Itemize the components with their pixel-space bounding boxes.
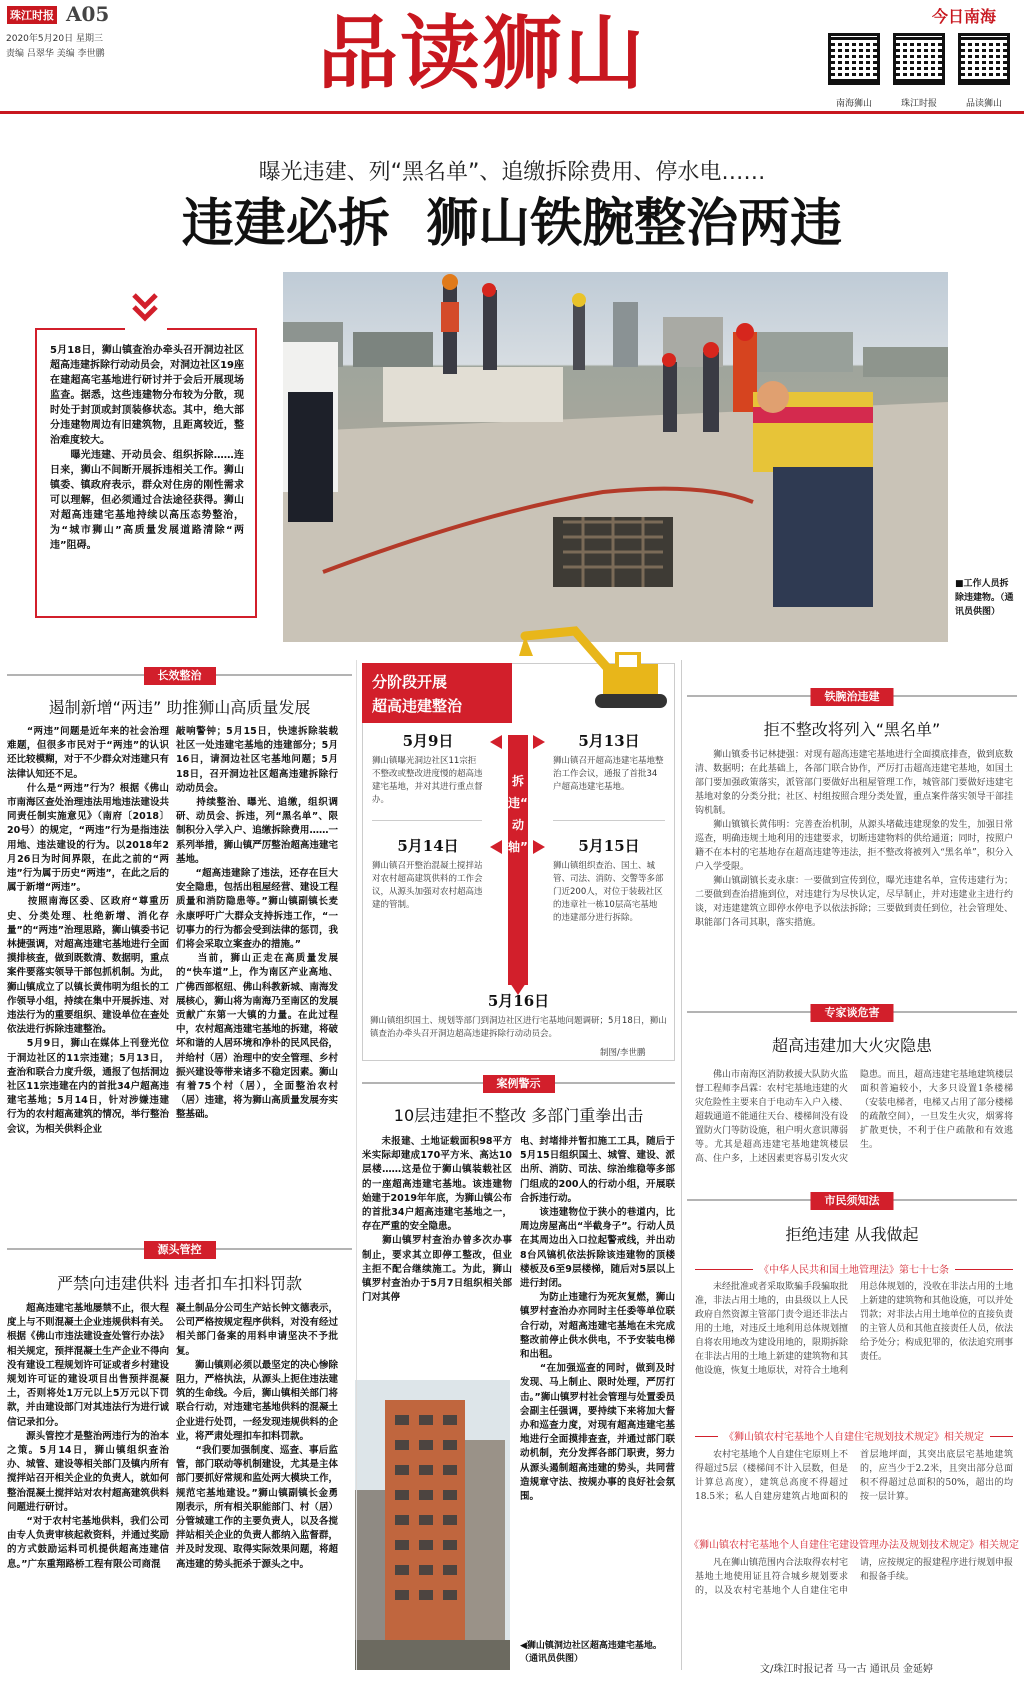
corner-label: 今日南海 (932, 7, 997, 26)
lead-headline: 违建必拆 狮山铁腕整治两违 (181, 193, 843, 254)
section-tag: 案例警示 (483, 1075, 555, 1093)
timeline-item (370, 990, 667, 1041)
timeline-date: 5月9日 (402, 732, 454, 750)
excavator-icon (515, 626, 675, 716)
qr-code-nanhai-shishan (828, 33, 880, 85)
lead-kicker: 曝光违建、列“黑名单”、追缴拆除费用、停水电…… (258, 160, 766, 185)
timeline-text: 狮山镇召开超高违建宅基地整治工作会议，通报了首批34户超高违建宅基地。 (553, 756, 664, 792)
arrow-right-icon (533, 840, 545, 854)
column-divider (681, 660, 682, 1670)
qr-code-pindu-shishan (958, 33, 1010, 85)
timeline-text: 狮山镇曝光洞边社区11宗拒不整改或整改进度慢的超高违建宅基地，并对其进行重点督办。 (372, 756, 483, 805)
law2-body: 农村宅基地个人自建住宅原则上不得超过5层（楼梯间不计入层数，但是计算总高度），建筑总高度不得超过18.5米；私人自建房建筑占地面积的首层地坪面，其突出底层宅基地建筑的，应当少于2.2米，且突出部分总面积不得超过总面积的50%，超出的均按一层计算。 (695, 1450, 1013, 1502)
qr-label: 珠江时报 (900, 99, 937, 109)
qr-code-zhujiang-times (893, 33, 945, 85)
section-tag: 专家谈危害 (811, 1004, 894, 1022)
section-bar-public-law (687, 1194, 1017, 1213)
col3a-title: 拒不整改将列入“黑名单” (763, 720, 941, 739)
section-bar-long-term (7, 669, 352, 688)
law2-title: 《狮山镇农村宅基地个人自建住宅规划技术规定》相关规定 (718, 1428, 990, 1443)
timeline-text: 狮山镇组织查治、国土、城管、司法、消防、交警等多部门近200人，对位于装载社区的违章社一栋10层高宅基地的违建部分进行拆除。 (553, 861, 664, 923)
timeline-date: 5月14日 (397, 837, 459, 855)
header-rule (0, 111, 1024, 114)
col3a-body: 狮山镇委书记林捷强：对现有超高违建宅基地进行全面摸底排查，做到底数清、数据明；在此基础上，各部门联合协作，严厉打击超高违建宅基地，如国土部门要加强政策落实，派管部门要做好出租屋管理工作，城管部门要做好违建宅基地对象的分类分批；社区、村组按照合理分类处置，重点案件落实领导干部挂钩机制。 狮山镇镇长黄伟明：完善查治机制，从源头堵截违建现象的发生，加强日常巡查，明确违规土地利用的违建要求，切断违建物料的供给通道；同时，按照户籍不在本村的宅基地存在超高违建等违法，拒不整改将被列入“黑名单”，积分入户入学受限。 狮山镇副镇长麦永康：一要做到宣传到位，曝光违建名单，宣传违建行为；二要做到查治措施到位，对违建行为尽快认定，尽早制止，并对违建业主进行约谈，对违建建筑立即停水停电予以依法拆除；三要做到责任到位，社会管理处、职能部门各司其职，落实措施。 (695, 750, 1013, 928)
timeline-axis-label: 拆违“行动轴” (508, 774, 540, 854)
col1-body-b: 敲响警钟；5月15日，快速拆除装载社区一处违建宅基地的违建部分；5月16日，请洞边社区宅基地问题；5月18日，召开洞边社区超高违建拆除行动动员会。 持续整治、曝光、追缴，组织调研、动员会、拆违，列“黑名单”、限制积分入学入户、追缴拆除费用……一系列举措，狮山镇严厉整治超高违建宅基地。 “超高违建除了违法，还存在巨大安全隐患，包括出租屋经营、建设工程质量和消防隐患等。”狮山镇副镇长麦永康呼吁广大群众支持拆违工作，“一切事力的行为都会受到法律的惩罚，我们将会采取立案查办的措施。” 当前，狮山正走在高质量发展的“快车道”上，作为南区产业高地、广佛西部枢纽、佛山科教新城、南海发展核心，狮山将为南海乃至南区的发展贡献广东第一大镇的力量。在此过程中，农村超高违建宅基地的拆建，将破坏和谐的人居环境和净朴的民风民俗，并给村（居）治理中的安全管理、乡村振兴建设等带来诸多不稳定因素。狮山有着75个村（居），全面整治农村（居）违建，将为狮山高质量发展夯实整基础。 (176, 726, 338, 1121)
law1-title: 《中华人民共和国土地管理法》第七十七条 (753, 1261, 955, 1276)
timeline-date: 5月16日 (487, 992, 550, 1010)
law3-body: 凡在狮山镇范围内合法取得农村宅基地土地使用证且符合城乡规划要求的，以及农村宅基地个人自建住宅申请，应按规定的报建程序进行规划申报和报备手续。 (695, 1558, 1013, 1596)
section-bar-case (362, 1077, 675, 1096)
section-tag: 源头管控 (144, 1241, 216, 1259)
column-divider (356, 660, 357, 1670)
case-body-a: 未报建、土地证载面积98平方米实际却建成170平方米、高达10层楼……这是位于狮山镇装载社区的一座超高违建宅基地。该违建物始建于2019年年底，为狮山镇公布的首批34户超高违建宅基地之一，存在严重的安全隐患。 狮山镇罗村查治办曾多次办事制止，要求其立即停工整改，但业主拒不配合继续施工。为此，狮山镇罗村查治办于5月7日组织相关部门对其停 (362, 1136, 512, 1304)
byline: 文/珠江时报记者 马一古 通讯员 金延婷 (760, 1664, 933, 1675)
timeline-item (372, 835, 484, 912)
col1-title: 遏制新增“两违” 助推狮山高质量发展 (48, 698, 311, 717)
timeline-hline (372, 820, 482, 821)
timeline-item (553, 730, 665, 794)
qr-label: 南海狮山 (835, 99, 872, 109)
law1-bar (695, 1265, 1013, 1276)
col3b-body: 佛山市南海区消防救援大队防火监督工程师李昌霖：农村宅基地违建的火灾危险性主要来自于电动车入户入楼、超载通道不能通往天台、楼梯间没有设置防火门等防设施，租户明火意识薄弱等。尤其是超高违建宅基地建筑楼层高、住户多，上述因素更容易引发火灾隐患。而且，超高违建宅基地建筑楼层面积普遍较小，大多只设置1条楼梯（安装电梯者，电梯又占用了部分楼梯的疏散空间），一旦发生火灾，烟雾将扩散更快，不利于住户疏散和有效逃生。 (695, 1070, 1013, 1164)
case-photo (355, 1380, 510, 1670)
law3-title: 《狮山镇农村宅基地个人自建住宅建设管理办法及规划技术规定》相关规定 (683, 1536, 1024, 1551)
section-bar-experts (687, 1006, 1017, 1025)
col3c-title: 拒绝违建 从我做起 (785, 1225, 919, 1244)
col1b-title: 严禁向违建供料 违者扣车扣料罚款 (56, 1274, 303, 1293)
timeline-title-box (362, 663, 512, 723)
case-body-b: 电、封堵排并暂扣施工工具，随后于5月15日组织国土、城管、建设、派出所、消防、司法、综治维稳等多部门组成的200人的行动小组，开展联合拆违行动。 该违建物位于狭小的巷道内，比周边房屋高出“半截身子”。行动人员在其周边出入口拉起警戒线，并出动8台风镐机依法拆除该违建物的顶楼楼板及6至9层楼梯，随后对5层以上进行封闭。 为防止违建行为死灰复燃，狮山镇罗村查治办亦同时主任委等单位联合行动，对超高违建宅基地在未完成整改前停止供水供电，不予安装电梯和出租。 “在加强巡查的同时，做到及时发现、马上制止、限时处理，严厉打击。”狮山镇罗村社会管理与处置委员会副主任强调，要持续下来将加大督办和巡查力度，对现有超高违建宅基地进行全面摸排查查，并通过部门联动机制，充分发挥各部门职责，努力从源头遏制超高违建的势头，共同营造规章守法、按规办事的良好社会氛围。 (520, 1136, 675, 1503)
date-line: 2020年5月20日 星期三 (6, 34, 103, 44)
timeline-credit: 制图/李世鹏 (600, 1048, 646, 1058)
timeline-item (553, 835, 665, 925)
timeline-date: 5月15日 (578, 837, 640, 855)
section-tag: 市民须知法 (811, 1192, 894, 1210)
law2-bar (695, 1432, 1013, 1443)
col1b-body-a: 超高违建宅基地屡禁不止，很大程度上与不则混凝土企业违规供料有关。根据《佛山市违法建设查处管行办法》相关规定，预拌混凝土生产企业不得向没有建设工程规划许可证或者乡村建设规划许可证的建设项目出售预拌混凝土，否则将处1万元以上5万元以下罚款，并由建设部门对其违法行为进行诚信记录扣分。 源头管控才是整治两违行为的治本之策。5月14日，狮山镇组织查治办、城管、建设等相关部门及镇内所有搅拌站召开相关企业的负责人，就如何整治混凝土搅拌站对农村超高建筑供料问题进行研讨。 “对于农村宅基地供料，我们公司由专人负责审核起救资料，并通过奖励的方式鼓励运料司机提供超高违建信息。”广东重翔路桥工程有限公司商混 (7, 1303, 169, 1570)
intro-text: 5月18日，狮山镇查治办牵头召开洞边社区超高违建拆除行动动员会，对洞边社区19座在建超高宅基地进行研讨并于会后开展现场监查。据悉，这些违建物分布较为分散，现时处于封顶或封顶装修状态。其中，绝大部分违建物周边有旧建筑物，且距离较近，整治难度较大。 曝光违建、开动员会、组织拆除……连日来，狮山不间断开展拆违相关工作。狮山镇委、镇政府表示，群众对住房的刚性需求可以理解，但必须通过合法途径获得。狮山对超高违建宅基地持续以高压态势整治，为“城市狮山”高质量发展道路清除“两违”阻碍。 (50, 345, 244, 551)
arrow-left-icon (490, 735, 502, 749)
timeline-text: 狮山镇召开整治混凝土搅拌站对农村超高建筑供料的工作会议，从源头加强对农村超高违建的管制。 (372, 861, 483, 910)
law1-body: 未经批准或者采取欺骗手段骗取批准，非法占用土地的，由县级以上人民政府自然资源主管部门责令退还非法占用的土地，对违反土地利用总体规划擅自将农用地改为建设用地的，限期拆除在非法占用的土地上新建的建筑物和其他设施，恢复土地原状，对符合土地利用总体规划的，没收在非法占用的土地上新建的建筑物和其他设施，可以并处罚款；对非法占用土地单位的直接负责的主管人员和其他直接责任人员，依法给予处分；构成犯罪的，依法追究刑事责任。 (695, 1282, 1013, 1376)
timeline-date: 5月13日 (578, 732, 640, 750)
lead-photo (283, 272, 948, 642)
arrow-left-icon (490, 840, 502, 854)
editors-line: 责编 吕翠华 美编 李世鹏 (6, 49, 105, 59)
timeline-text: 狮山镇组织国土、规划等部门到洞边社区进行宅基地问题调研；5月18日，狮山镇查治办牵头召开洞边超高违建拆除行动动员会。 (370, 1016, 667, 1039)
page-number: A05 (66, 2, 110, 26)
section-tag: 长效整治 (144, 667, 216, 685)
col1b-body-b: 凝土制品分公司生产站长钟文德表示，公司严格按规定程序供料，对没有经过相关部门备案的用料申请坚决不予批复。 狮山镇则必须以最坚定的决心惨除阻力，严格执法，从源头上扼住违法建筑的生命线。今后，狮山镇相关部门将联合行动，对违建宅基地供料的混凝土企业进行处罚，一经发现违规供料的企业，将严肃处理扣车扣料罚款。 “我们要加强制度、巡查、事后监管，部门联动等机制建设，尤其是主体部门要抓好常规和监处两大模块工作，规范宅基地建设。”狮山镇副镇长金勇刚表示，所有相关职能部门、村（居）分管城建工作的主要负责人，以及各搅拌站相关企业的负责人都纳入监督群，并及时发现、取得实际效果问题，将超高违建的势头扼杀于源头之中。 (176, 1303, 338, 1570)
law3-bar (689, 1540, 1019, 1551)
section-bar-source-control (7, 1243, 352, 1262)
masthead-title: 品读狮山 (318, 6, 646, 100)
timeline-title-line2: 超高违建整治 (372, 697, 463, 715)
timeline-title-line1: 分阶段开展 (372, 673, 448, 691)
col3b-title: 超高违建加大火灾隐患 (771, 1036, 932, 1055)
case-photo-caption: ◀狮山镇洞边社区超高违建宅基地。（通讯员供图） (520, 1641, 662, 1664)
paper-name-logo: 珠江时报 (7, 6, 57, 24)
case-title: 10层违建拒不整改 多部门重拳出击 (393, 1106, 644, 1125)
section-tag: 铁腕治违建 (811, 688, 894, 706)
qr-label: 品读狮山 (965, 99, 1002, 109)
timeline-hline (553, 820, 665, 821)
col1-body-a: “两违”问题是近年来的社会治理难题，但很多市民对于“两违”的认识还比较模糊，对于不少群众对违建只有法律认知还不足。 什么是“两违”行为？根据《佛山市南海区查处治理违法用地违法建设共同责任制实施意见》（南府〔2018〕20号）的规定，“两违”行为是指违法用地、违法建设的行为。以2018年2月26日为时间界限，在此之前的“两违”行为属于历史“两违”，在此之后的属于新增“两违”。 按照南海区委、区政府“尊重历史、分类处理、杜绝新增、消化存量”的“两违”治理思路，狮山镇委书记林捷强调，对超高违建宅基地进行全面摸排核查，做到既数清、数据明，重点案件要落实领导干部包抓机制。为此，狮山镇成立了以镇长黄伟明为组长的工作领导小组，持续在集中开展拆违、对违法行为的重要组织、建设单位在查处依法进行拆除违建整治。 5月9日，狮山在媒体上刊登光位于洞边社区的11宗违建；5月13日，查治和联合力度升级，通报了包括洞边社区11宗违建在内的首批34户超高违建宅基地；5月14日，针对涉嫌违建行为的农村超高建筑的情况，举行整治会议，为相关供料企业 (7, 726, 169, 1135)
timeline-item (372, 730, 484, 807)
chevron-down-icon (132, 293, 158, 325)
arrow-right-icon (533, 735, 545, 749)
section-bar-iron-fist (687, 690, 1017, 709)
lead-photo-caption: ■工作人员拆除违建物。（通讯员供图） (955, 579, 1014, 617)
